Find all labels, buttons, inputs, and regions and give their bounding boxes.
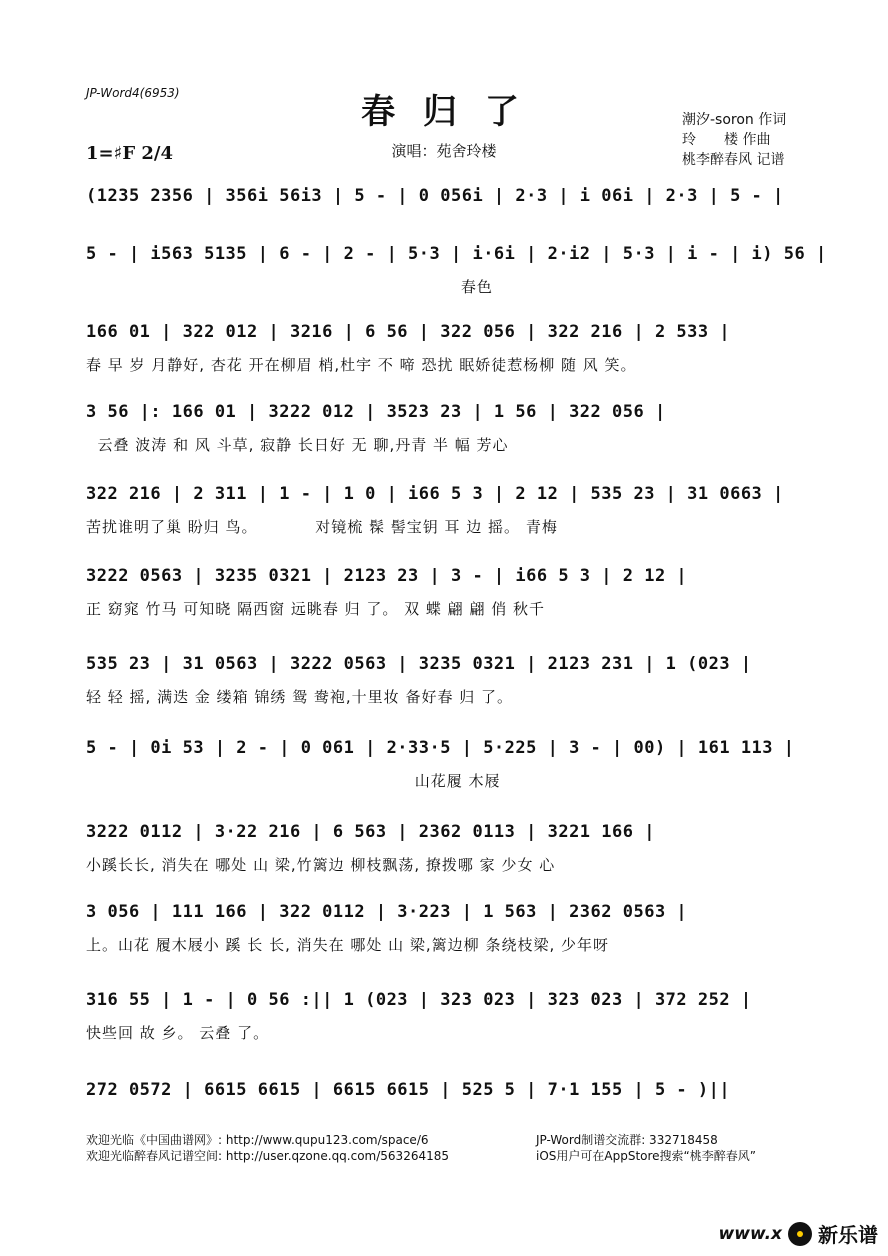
footer-group: JP-Word制谱交流群: 332718458 xyxy=(536,1133,718,1147)
lyric-line: 苦扰谁明了巢 盼归 鸟。 对镜梳 髹 髻宝钥 耳 边 摇。 青梅 xyxy=(86,518,558,536)
composer-credit: 玲 楼 作曲 xyxy=(682,132,771,148)
lyric-line: 快些回 故 乡。 云叠 了。 xyxy=(86,1024,270,1042)
singer-label: 演唱：苑舍玲楼 xyxy=(391,142,497,160)
footer-ios: iOS用户可在AppStore搜索“桃李醉春风” xyxy=(536,1149,756,1163)
version-label: JP-Word4(6953) xyxy=(86,86,180,100)
staff-line: 316 55 | 1 - | 0 56 :|| 1 (023 | 323 023 | 323 023 | 372 252 | xyxy=(86,990,752,1010)
brand-name: 新乐谱 xyxy=(818,1223,878,1247)
staff-line: 272 0572 | 6615 6615 | 6615 6615 | 525 5 | 7·1 155 | 5 - )|| xyxy=(86,1080,731,1100)
footer-left xyxy=(86,1132,449,1164)
staff-line: 3 056 | 111 166 | 322 0112 | 3·223 | 1 563 | 2362 0563 | xyxy=(86,902,688,922)
brand-url: www.x xyxy=(718,1223,782,1244)
lyric-line: 上。山花 履木屐小 蹊 长 长, 消失在 哪处 山 梁,篱边柳 条绕枝梁, 少年呀 xyxy=(86,936,609,954)
lyric-line: 春色 xyxy=(86,278,493,296)
footer-link-2[interactable]: 欢迎光临醉春风记谱空间: http://user.qzone.qq.com/563264185 xyxy=(86,1149,450,1163)
disc-icon xyxy=(788,1222,812,1246)
staff-line: 5 - | i563 5135 | 6 - | 2 - | 5·3 | i·6i | 2·i2 | 5·3 | i - | i) 56 | xyxy=(86,244,827,264)
footer-right xyxy=(536,1132,756,1164)
staff-line: 322 216 | 2 311 | 1 - | 1 0 | i66 5 3 | 2 12 | 535 23 | 31 0663 | xyxy=(86,484,784,504)
credits xyxy=(682,110,786,170)
lyric-line: 轻 轻 摇, 满迭 金 缕箱 锦绣 鸳 鸯袍,十里妆 备好春 归 了。 xyxy=(86,688,513,706)
staff-line: 3222 0112 | 3·22 216 | 6 563 | 2362 0113 | 3221 166 | xyxy=(86,822,655,842)
staff-line: 3222 0563 | 3235 0321 | 2123 23 | 3 - | i66 5 3 | 2 12 | xyxy=(86,566,688,586)
lyric-line: 山花履 木屐 xyxy=(86,772,501,790)
lyric-line: 正 窈窕 竹马 可知晓 隔西窗 远眺春 归 了。 双 蝶 翩 翩 俏 秋千 xyxy=(86,600,545,618)
staff-line: 535 23 | 31 0563 | 3222 0563 | 3235 0321 | 2123 231 | 1 (023 | xyxy=(86,654,752,674)
lyric-line: 小蹊长长, 消失在 哪处 山 梁,竹篱边 柳枝飘荡, 撩拨哪 家 少女 心 xyxy=(86,856,556,874)
song-title: 春 归 了 xyxy=(361,92,527,132)
lyricist-credit: 潮汐-soron 作词 xyxy=(682,112,787,128)
lyric-line: 春 早 岁 月静好, 杏花 开在柳眉 梢,杜宇 不 啼 恐扰 眠娇徒惹杨柳 随 风 笑。 xyxy=(86,356,637,374)
brand[interactable] xyxy=(719,1219,878,1248)
footer-link-1[interactable]: 欢迎光临《中国曲谱网》: http://www.qupu123.com/space/6 xyxy=(86,1133,429,1147)
key-signature: 1=♯F 2/4 xyxy=(86,143,173,164)
staff-line: 166 01 | 322 012 | 3216 | 6 56 | 322 056 | 322 216 | 2 533 | xyxy=(86,322,731,342)
staff-line: 3 56 |: 166 01 | 3222 012 | 3523 23 | 1 56 | 322 056 | xyxy=(86,402,666,422)
lyric-line: 云叠 波涛 和 风 斗草, 寂静 长日好 无 聊,丹青 半 幅 芳心 xyxy=(86,436,509,454)
transcriber-credit: 桃李醉春风 记谱 xyxy=(682,152,785,168)
staff-line: 5 - | 0i 53 | 2 - | 0 061 | 2·33·5 | 5·225 | 3 - | 00) | 161 113 | xyxy=(86,738,795,758)
staff-line: (1235 2356 | 356i 56i3 | 5 - | 0 056i | 2·3 | i 06i | 2·3 | 5 - | xyxy=(86,186,784,206)
